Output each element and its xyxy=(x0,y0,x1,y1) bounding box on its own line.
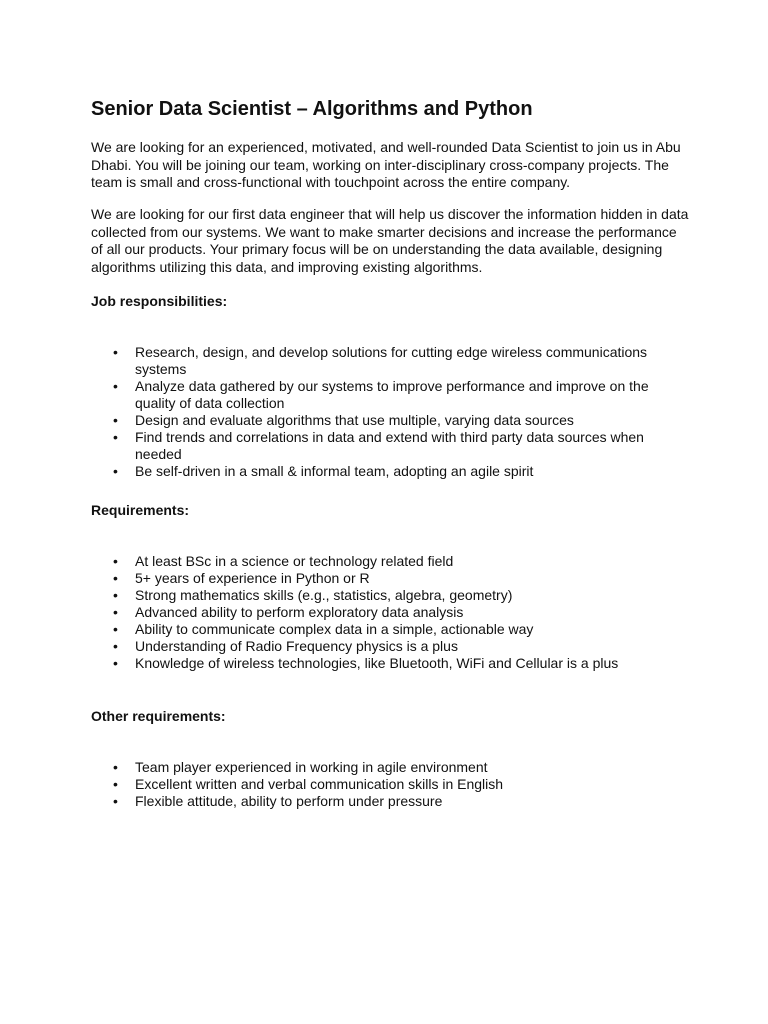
list-item xyxy=(91,655,691,672)
document-title: Senior Data Scientist – Algorithms and Python xyxy=(91,98,533,120)
bullet-icon: • xyxy=(113,378,118,394)
list-item xyxy=(91,793,691,810)
list-item xyxy=(91,553,691,570)
list-item-text: Knowledge of wireless technologies, like Bluetooth, WiFi and Cellular is a plus xyxy=(135,655,619,671)
list-item xyxy=(91,604,691,621)
bullet-icon: • xyxy=(113,463,118,479)
bullet-icon: • xyxy=(113,344,118,360)
bullet-icon: • xyxy=(113,604,118,620)
list-item-text: Be self-driven in a small & informal team, adopting an agile spirit xyxy=(135,463,534,479)
list-item-text: Design and evaluate algorithms that use multiple, varying data sources xyxy=(135,412,574,428)
bullet-icon: • xyxy=(113,412,118,428)
list-item-text: Find trends and correlations in data and extend with third party data sources when needed xyxy=(135,429,644,462)
section-heading-requirements: Requirements: xyxy=(91,502,190,518)
bullet-icon: • xyxy=(113,429,118,445)
description-paragraph: We are looking for our first data engineer that will help us discover the information hidden in data collected from our systems. We want to make smarter decisions and increase the performance of all our products. Your primary focus will be on understanding the data available, designing algorithms utilizing this data, and improving existing algorithms. xyxy=(91,206,689,275)
list-item-text: Flexible attitude, ability to perform under pressure xyxy=(135,793,443,809)
list-item xyxy=(91,621,691,638)
list-item-text: Analyze data gathered by our systems to improve performance and improve on the quality of data collection xyxy=(135,378,649,411)
intro-paragraph: We are looking for an experienced, motivated, and well-rounded Data Scientist to join us in Abu Dhabi. You will be joining our team, working on inter-disciplinary cross-company projects. The team is small and cross-functional with touchpoint across the entire company. xyxy=(91,139,681,190)
list-item-text: 5+ years of experience in Python or R xyxy=(135,570,370,586)
list-item-text: Understanding of Radio Frequency physics is a plus xyxy=(135,638,458,654)
bullet-icon: • xyxy=(113,776,118,792)
list-item xyxy=(91,759,691,776)
list-item-text: Advanced ability to perform exploratory data analysis xyxy=(135,604,464,620)
list-item xyxy=(91,463,691,480)
list-item-text: Team player experienced in working in agile environment xyxy=(135,759,488,775)
bullet-icon: • xyxy=(113,621,118,637)
section-heading-job-responsibilities: Job responsibilities: xyxy=(91,293,228,309)
requirements-list xyxy=(91,553,691,672)
list-item xyxy=(91,776,691,793)
job-responsibilities-list xyxy=(91,344,691,480)
bullet-icon: • xyxy=(113,793,118,809)
list-item xyxy=(91,412,691,429)
list-item xyxy=(91,344,691,378)
list-item xyxy=(91,378,691,412)
list-item xyxy=(91,587,691,604)
list-item-text: Research, design, and develop solutions for cutting edge wireless communications systems xyxy=(135,344,648,377)
list-item-text: Excellent written and verbal communication skills in English xyxy=(135,776,504,792)
list-item-text: At least BSc in a science or technology related field xyxy=(135,553,454,569)
list-item-text: Ability to communicate complex data in a simple, actionable way xyxy=(135,621,534,637)
bullet-icon: • xyxy=(113,553,118,569)
section-heading-other-requirements: Other requirements: xyxy=(91,708,226,724)
bullet-icon: • xyxy=(113,570,118,586)
list-item xyxy=(91,638,691,655)
list-item xyxy=(91,429,691,463)
list-item-text: Strong mathematics skills (e.g., statistics, algebra, geometry) xyxy=(135,587,513,603)
bullet-icon: • xyxy=(113,655,118,671)
bullet-icon: • xyxy=(113,638,118,654)
other-requirements-list xyxy=(91,759,691,810)
bullet-icon: • xyxy=(113,759,118,775)
bullet-icon: • xyxy=(113,587,118,603)
list-item xyxy=(91,570,691,587)
